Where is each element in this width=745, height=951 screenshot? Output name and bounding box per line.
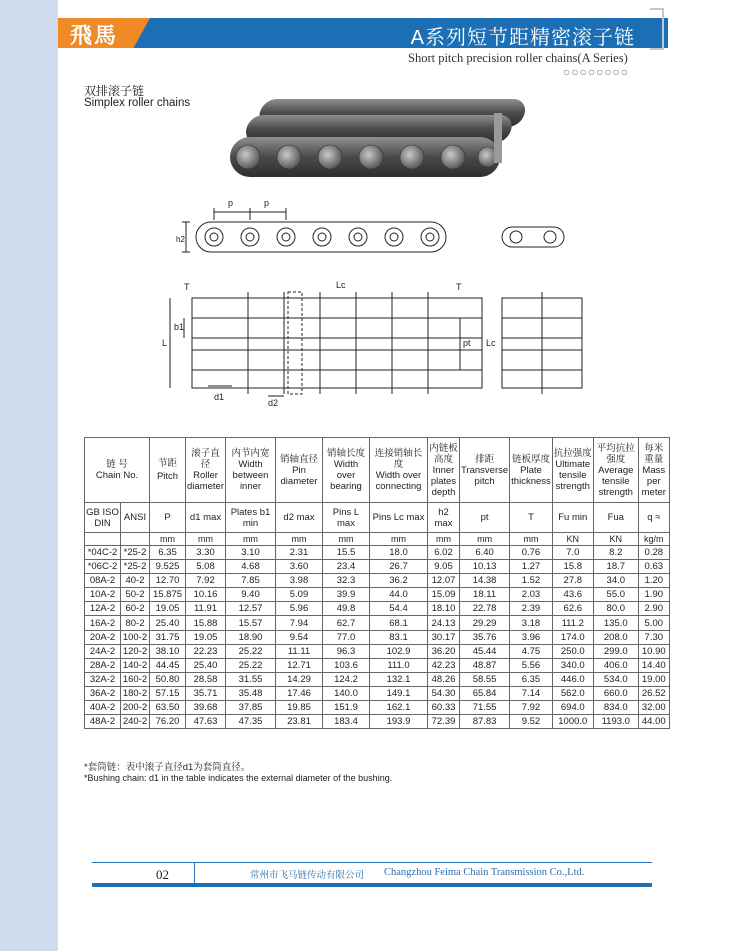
table-cell: 34.0: [593, 574, 638, 588]
table-cell: 1.20: [638, 574, 669, 588]
table-cell: 32.3: [323, 574, 370, 588]
spec-table: [84, 437, 670, 729]
unit-cell: KN: [552, 533, 593, 546]
footer-company-en: Changzhou Feima Chain Transmission Co.,Ltd.: [384, 867, 585, 878]
header-pin-diameter: 销轴直径 Pin diameter: [276, 438, 323, 503]
unit-cell: mm: [370, 533, 428, 546]
table-cell: 299.0: [593, 644, 638, 658]
table-cell: 7.14: [510, 686, 553, 700]
table-cell: 62.6: [552, 602, 593, 616]
table-cell: 60-2: [121, 602, 150, 616]
unit-cell: mm: [226, 533, 276, 546]
unit-cell: mm: [276, 533, 323, 546]
table-cell: 534.0: [593, 672, 638, 686]
symbol-cell: d1 max: [186, 503, 226, 533]
table-cell: 6.02: [428, 546, 460, 560]
table-cell: 9.525: [150, 560, 186, 574]
table-cell: 6.35: [510, 672, 553, 686]
header-plate-thickness: 链板厚度 Plate thickness: [510, 438, 553, 503]
table-cell: 17.46: [276, 686, 323, 700]
table-cell: 19.85: [276, 701, 323, 715]
table-cell: 57.15: [150, 686, 186, 700]
table-cell: 30.17: [428, 630, 460, 644]
label-b1: b1: [174, 322, 185, 332]
table-cell: 42.23: [428, 658, 460, 672]
table-cell: 660.0: [593, 686, 638, 700]
spec-table-body: [85, 546, 670, 729]
table-cell: 47.63: [186, 715, 226, 729]
unit-cell: mm: [460, 533, 510, 546]
table-cell: 19.00: [638, 672, 669, 686]
table-cell: 7.94: [276, 616, 323, 630]
table-cell: 149.1: [370, 686, 428, 700]
table-cell: 0.76: [510, 546, 553, 560]
table-cell: 50-2: [121, 588, 150, 602]
unit-cell: [121, 533, 150, 546]
table-cell: 19.05: [186, 630, 226, 644]
table-cell: 3.60: [276, 560, 323, 574]
table-cell: 18.10: [428, 602, 460, 616]
table-cell: 49.8: [323, 602, 370, 616]
table-cell: 151.9: [323, 701, 370, 715]
table-cell: 15.88: [186, 616, 226, 630]
symbol-cell: d2 max: [276, 503, 323, 533]
table-cell: 0.28: [638, 546, 669, 560]
table-cell: 2.03: [510, 588, 553, 602]
table-cell: 4.75: [510, 644, 553, 658]
table-cell: 15.8: [552, 560, 593, 574]
unit-cell: KN: [593, 533, 638, 546]
table-cell: 36.20: [428, 644, 460, 658]
table-cell: 12.07: [428, 574, 460, 588]
left-decor-strip: [0, 0, 58, 951]
table-cell: 31.55: [226, 672, 276, 686]
table-cell: 50.80: [150, 672, 186, 686]
header-chain-no: 链 号 Chain No.: [85, 438, 150, 503]
table-cell: 10.90: [638, 644, 669, 658]
table-cell: 80-2: [121, 616, 150, 630]
table-cell: 65.84: [460, 686, 510, 700]
table-cell: 15.09: [428, 588, 460, 602]
table-cell: *25-2: [121, 546, 150, 560]
table-row: [85, 560, 670, 574]
header-average-strength: 平均抗拉强度 Average tensile strength: [593, 438, 638, 503]
section-title-cn: 双排滚子链: [84, 84, 145, 98]
table-cell: 5.08: [186, 560, 226, 574]
table-cell: 36A-2: [85, 686, 121, 700]
table-row: [85, 672, 670, 686]
table-cell: 40-2: [121, 574, 150, 588]
label-L: L: [162, 338, 168, 348]
table-cell: 132.1: [370, 672, 428, 686]
table-cell: 9.52: [510, 715, 553, 729]
table-cell: 11.91: [186, 602, 226, 616]
table-cell: 14.40: [638, 658, 669, 672]
table-cell: 18.11: [460, 588, 510, 602]
header-pitch: 节距 Pitch: [150, 438, 186, 503]
table-cell: 23.4: [323, 560, 370, 574]
symbol-cell: GB ISO DIN: [85, 503, 121, 533]
note-en: *Bushing chain: d1 in the table indicates the external diameter of the bushing.: [84, 773, 393, 783]
table-cell: 32.00: [638, 701, 669, 715]
header-bracket: [650, 8, 664, 50]
table-row: [85, 616, 670, 630]
table-cell: 340.0: [552, 658, 593, 672]
unit-cell: kg/m: [638, 533, 669, 546]
table-row: [85, 686, 670, 700]
symbol-row: [85, 503, 670, 533]
table-cell: 3.18: [510, 616, 553, 630]
chain-top-view-diagram: [160, 278, 600, 408]
table-cell: 15.5: [323, 546, 370, 560]
table-cell: 446.0: [552, 672, 593, 686]
table-cell: 11.11: [276, 644, 323, 658]
table-cell: 14.38: [460, 574, 510, 588]
table-cell: 12A-2: [85, 602, 121, 616]
table-cell: 183.4: [323, 715, 370, 729]
table-cell: 47.35: [226, 715, 276, 729]
table-cell: 20A-2: [85, 630, 121, 644]
label-Lc-2: Lc: [486, 338, 496, 348]
table-cell: 55.0: [593, 588, 638, 602]
table-cell: 24A-2: [85, 644, 121, 658]
table-cell: *06C-2: [85, 560, 121, 574]
table-cell: 12.71: [276, 658, 323, 672]
page-title: A系列短节距精密滚子链: [410, 27, 635, 49]
table-cell: 29.29: [460, 616, 510, 630]
note-cn: *套筒链：表中滚子直径d1为套筒直径。: [84, 762, 251, 773]
symbol-cell: P: [150, 503, 186, 533]
header-mass: 每米重量 Mass per meter: [638, 438, 669, 503]
table-cell: 15.57: [226, 616, 276, 630]
header-row: [85, 438, 670, 503]
symbol-cell: Fu min: [552, 503, 593, 533]
table-cell: 60.33: [428, 701, 460, 715]
header-roller-diameter: 滚子直径 Roller diameter: [186, 438, 226, 503]
table-cell: 240-2: [121, 715, 150, 729]
table-cell: 71.55: [460, 701, 510, 715]
symbol-cell: Plates b1 min: [226, 503, 276, 533]
table-cell: 18.7: [593, 560, 638, 574]
table-cell: 39.9: [323, 588, 370, 602]
table-cell: 7.85: [226, 574, 276, 588]
table-cell: 10A-2: [85, 588, 121, 602]
unit-cell: mm: [428, 533, 460, 546]
table-cell: 12.70: [150, 574, 186, 588]
table-cell: 44.0: [370, 588, 428, 602]
table-cell: 16A-2: [85, 616, 121, 630]
table-cell: 3.98: [276, 574, 323, 588]
table-cell: 5.09: [276, 588, 323, 602]
table-cell: 10.13: [460, 560, 510, 574]
table-cell: 160-2: [121, 672, 150, 686]
table-cell: *04C-2: [85, 546, 121, 560]
table-cell: 9.54: [276, 630, 323, 644]
table-cell: 28A-2: [85, 658, 121, 672]
table-cell: 25.22: [226, 658, 276, 672]
table-cell: 6.40: [460, 546, 510, 560]
table-cell: 140.0: [323, 686, 370, 700]
chain-photo: [226, 93, 526, 185]
table-cell: 48A-2: [85, 715, 121, 729]
symbol-cell: ANSI: [121, 503, 150, 533]
table-cell: 22.78: [460, 602, 510, 616]
table-cell: 77.0: [323, 630, 370, 644]
label-d2: d2: [268, 398, 279, 408]
table-cell: 193.9: [370, 715, 428, 729]
header-connecting-pin-length: 连接销轴长度 Width over connecting: [370, 438, 428, 503]
table-cell: 39.68: [186, 701, 226, 715]
table-cell: 100-2: [121, 630, 150, 644]
table-cell: 5.96: [276, 602, 323, 616]
table-cell: 44.00: [638, 715, 669, 729]
table-row: [85, 658, 670, 672]
table-cell: 1.52: [510, 574, 553, 588]
table-cell: 48.87: [460, 658, 510, 672]
table-cell: 2.39: [510, 602, 553, 616]
table-cell: 111.0: [370, 658, 428, 672]
table-cell: 7.92: [510, 701, 553, 715]
table-cell: 36.2: [370, 574, 428, 588]
table-cell: 58.55: [460, 672, 510, 686]
table-row: [85, 546, 670, 560]
table-cell: 7.92: [186, 574, 226, 588]
table-cell: 9.05: [428, 560, 460, 574]
table-cell: 250.0: [552, 644, 593, 658]
header-inner-width: 内节内宽 Width between inner: [226, 438, 276, 503]
symbol-cell: Pins L max: [323, 503, 370, 533]
page-subtitle: Short pitch precision roller chains(A Series): [408, 51, 628, 65]
table-cell: 1000.0: [552, 715, 593, 729]
table-cell: 48.26: [428, 672, 460, 686]
table-row: [85, 701, 670, 715]
symbol-cell: q ≈: [638, 503, 669, 533]
table-cell: 120-2: [121, 644, 150, 658]
table-cell: 24.13: [428, 616, 460, 630]
label-Lc: Lc: [336, 280, 346, 290]
table-cell: 694.0: [552, 701, 593, 715]
table-cell: 12.57: [226, 602, 276, 616]
table-cell: 7.0: [552, 546, 593, 560]
table-cell: 6.35: [150, 546, 186, 560]
label-T: T: [184, 282, 190, 292]
table-row: [85, 644, 670, 658]
table-cell: 18.0: [370, 546, 428, 560]
symbol-cell: T: [510, 503, 553, 533]
unit-cell: mm: [186, 533, 226, 546]
table-cell: 43.6: [552, 588, 593, 602]
table-cell: 68.1: [370, 616, 428, 630]
table-cell: 25.22: [226, 644, 276, 658]
table-cell: 5.00: [638, 616, 669, 630]
brand-logo: 飛馬: [70, 23, 119, 49]
table-cell: 87.83: [460, 715, 510, 729]
table-cell: 76.20: [150, 715, 186, 729]
table-cell: 25.40: [150, 616, 186, 630]
footer-bar: [92, 883, 652, 887]
label-d1: d1: [214, 392, 225, 402]
table-cell: 96.3: [323, 644, 370, 658]
symbol-cell: pt: [460, 503, 510, 533]
label-h2: h2: [176, 235, 185, 244]
table-cell: 3.30: [186, 546, 226, 560]
header-pin-length: 销轴长度 Width over bearing: [323, 438, 370, 503]
label-p-2: p: [264, 198, 270, 208]
table-cell: 1.27: [510, 560, 553, 574]
table-row: [85, 588, 670, 602]
unit-cell: mm: [510, 533, 553, 546]
table-cell: 102.9: [370, 644, 428, 658]
label-p: p: [228, 198, 234, 208]
table-cell: 8.2: [593, 546, 638, 560]
table-cell: 08A-2: [85, 574, 121, 588]
table-cell: 62.7: [323, 616, 370, 630]
decor-circles: ○○○○○○○○: [563, 65, 629, 79]
table-cell: 174.0: [552, 630, 593, 644]
table-cell: 44.45: [150, 658, 186, 672]
table-cell: 26.7: [370, 560, 428, 574]
footer-company-cn: 常州市飞马链传动有限公司: [250, 870, 365, 881]
table-cell: 406.0: [593, 658, 638, 672]
unit-cell: [85, 533, 121, 546]
table-cell: 23.81: [276, 715, 323, 729]
header-ultimate-strength: 抗拉强度 Ultimate tensile strength: [552, 438, 593, 503]
table-cell: 111.2: [552, 616, 593, 630]
table-cell: 1193.0: [593, 715, 638, 729]
table-cell: 4.68: [226, 560, 276, 574]
table-cell: 18.90: [226, 630, 276, 644]
table-cell: 32A-2: [85, 672, 121, 686]
label-T-2: T: [456, 282, 462, 292]
table-cell: 162.1: [370, 701, 428, 715]
table-row: [85, 602, 670, 616]
table-cell: 15.875: [150, 588, 186, 602]
unit-cell: mm: [323, 533, 370, 546]
table-row: [85, 630, 670, 644]
table-cell: 38.10: [150, 644, 186, 658]
symbol-cell: h2 max: [428, 503, 460, 533]
table-cell: 25.40: [186, 658, 226, 672]
table-cell: 28.58: [186, 672, 226, 686]
table-cell: 200-2: [121, 701, 150, 715]
table-cell: 834.0: [593, 701, 638, 715]
table-cell: 40A-2: [85, 701, 121, 715]
table-row: [85, 574, 670, 588]
unit-cell: mm: [150, 533, 186, 546]
table-cell: 10.16: [186, 588, 226, 602]
symbol-cell: Fua: [593, 503, 638, 533]
page-number: 02: [156, 867, 169, 882]
table-cell: 14.29: [276, 672, 323, 686]
table-cell: 22.23: [186, 644, 226, 658]
table-cell: 0.63: [638, 560, 669, 574]
table-cell: 54.30: [428, 686, 460, 700]
table-cell: 2.90: [638, 602, 669, 616]
table-cell: 19.05: [150, 602, 186, 616]
table-cell: 80.0: [593, 602, 638, 616]
chain-side-view-diagram: [176, 190, 576, 270]
table-cell: 208.0: [593, 630, 638, 644]
table-cell: 103.6: [323, 658, 370, 672]
table-cell: 7.30: [638, 630, 669, 644]
table-cell: 37.85: [226, 701, 276, 715]
section-title-en: Simplex roller chains: [84, 97, 191, 109]
table-cell: 1.90: [638, 588, 669, 602]
table-cell: 63.50: [150, 701, 186, 715]
label-pt: pt: [463, 338, 471, 348]
table-cell: 3.96: [510, 630, 553, 644]
table-cell: 83.1: [370, 630, 428, 644]
table-cell: 3.10: [226, 546, 276, 560]
header-transverse-pitch: 排距 Transverse pitch: [460, 438, 510, 503]
table-cell: 26.52: [638, 686, 669, 700]
table-cell: 135.0: [593, 616, 638, 630]
table-cell: 35.76: [460, 630, 510, 644]
table-cell: 27.8: [552, 574, 593, 588]
table-cell: 140-2: [121, 658, 150, 672]
table-cell: 35.71: [186, 686, 226, 700]
symbol-cell: Pins Lc max: [370, 503, 428, 533]
table-row: [85, 715, 670, 729]
table-cell: *25-2: [121, 560, 150, 574]
unit-row: [85, 533, 670, 546]
table-cell: 9.40: [226, 588, 276, 602]
header-inner-plate-depth: 内链板高度 Inner plates depth: [428, 438, 460, 503]
table-cell: 72.39: [428, 715, 460, 729]
table-cell: 35.48: [226, 686, 276, 700]
table-cell: 2.31: [276, 546, 323, 560]
table-cell: 45.44: [460, 644, 510, 658]
table-cell: 562.0: [552, 686, 593, 700]
table-cell: 54.4: [370, 602, 428, 616]
table-cell: 31.75: [150, 630, 186, 644]
table-cell: 180-2: [121, 686, 150, 700]
table-cell: 124.2: [323, 672, 370, 686]
table-cell: 5.56: [510, 658, 553, 672]
